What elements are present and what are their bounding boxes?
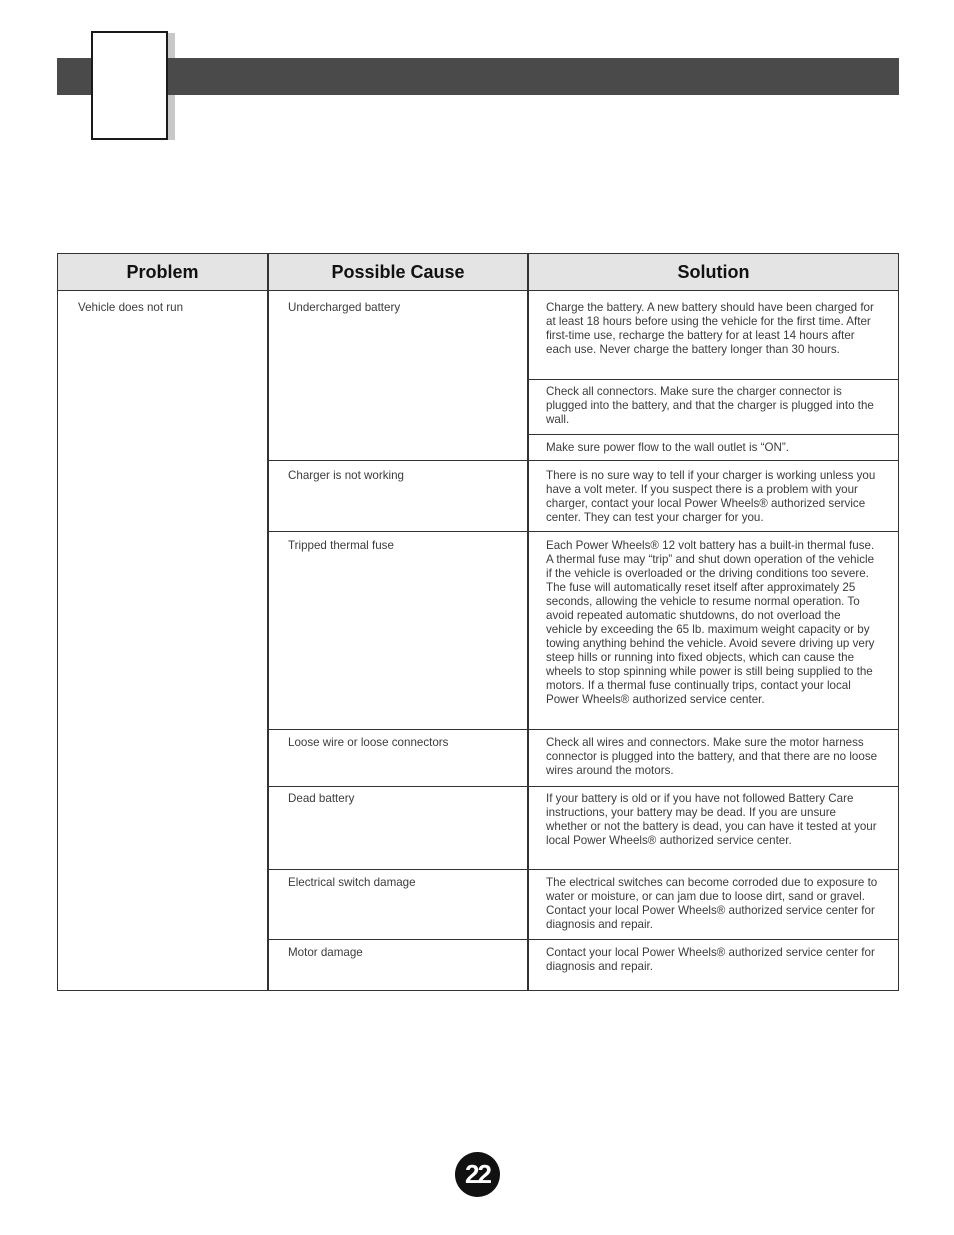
row-divider [269,460,898,461]
row-divider [269,939,898,940]
solution-cell: Charge the battery. A new battery should have been charged for at least 18 hours before using the vehicle for the first time. After first-time use, recharge the battery for at least 14 hours after each use. Never charge the battery longer than 30 hours. [546,301,874,356]
troubleshooting-table [57,253,899,991]
header-possible-cause: Possible Cause [331,262,465,282]
column-divider [267,254,269,990]
cause-cell: Undercharged battery [288,301,401,314]
solution-cell: There is no sure way to tell if your charger is working unless you have a volt meter. If you suspect there is a problem with your charger, contact your local Power Wheels® authorized service center. They can test your charger for you. [546,469,876,524]
cause-cell: Dead battery [288,792,355,805]
row-divider [269,786,898,787]
solution-cell: Make sure power flow to the wall outlet is “ON”. [546,441,789,454]
cause-cell: Loose wire or loose connectors [288,736,449,749]
row-divider [529,379,898,380]
problem-cell: Vehicle does not run [78,301,184,314]
solution-cell: If your battery is old or if you have not followed Battery Care instructions, your battery may be dead. If you are unsure whether or not the battery is dead, you can have it tested at your local Power Wheels® authorized service center. [546,792,877,847]
section-header-bar [57,58,899,95]
page-number: 22 [455,1152,500,1197]
row-divider [269,869,898,870]
column-divider [527,254,529,990]
row-divider [529,434,898,435]
cause-cell: Charger is not working [288,469,404,482]
row-divider [269,729,898,730]
row-divider [269,531,898,532]
header-problem: Problem [126,262,199,282]
cause-cell: Tripped thermal fuse [288,539,394,552]
table-header-row [58,254,898,291]
solution-cell: Check all wires and connectors. Make sure the motor harness connector is plugged into the battery, and that there are no loose wires around the motors. [546,736,878,777]
section-tab [91,31,168,140]
solution-cell: The electrical switches can become corroded due to exposure to water or moisture, or can jam due to loose dirt, sand or gravel. Contact your local Power Wheels® authorized service center for diagnosis and repair. [546,876,878,931]
header-solution: Solution [677,262,750,282]
solution-cell: Contact your local Power Wheels® authorized service center for diagnosis and repair. [546,946,875,973]
solution-cell: Each Power Wheels® 12 volt battery has a built-in thermal fuse. A thermal fuse may “trip” and shut down operation of the vehicle if the vehicle is overloaded or the driving conditions too severe. The fuse will automatically reset itself after approximately 25 seconds, allowing the vehicle to resume normal operation. To avoid repeated automatic shutdowns, do not overload the vehicle by exceeding the 65 lb. maximum weight capacity or by towing anything behind the vehicle. Avoid severe driving up very steep hills or running into fixed objects, which can cause the wheels to stop spinning while power is still being supplied to the motors. If a thermal fuse continually trips, contact your local Power Wheels® authorized service center. [546,539,875,706]
cause-cell: Motor damage [288,946,363,959]
solution-cell: Check all connectors. Make sure the charger connector is plugged into the battery, and that the charger is plugged into the wall. [546,385,874,426]
cause-cell: Electrical switch damage [288,876,416,889]
